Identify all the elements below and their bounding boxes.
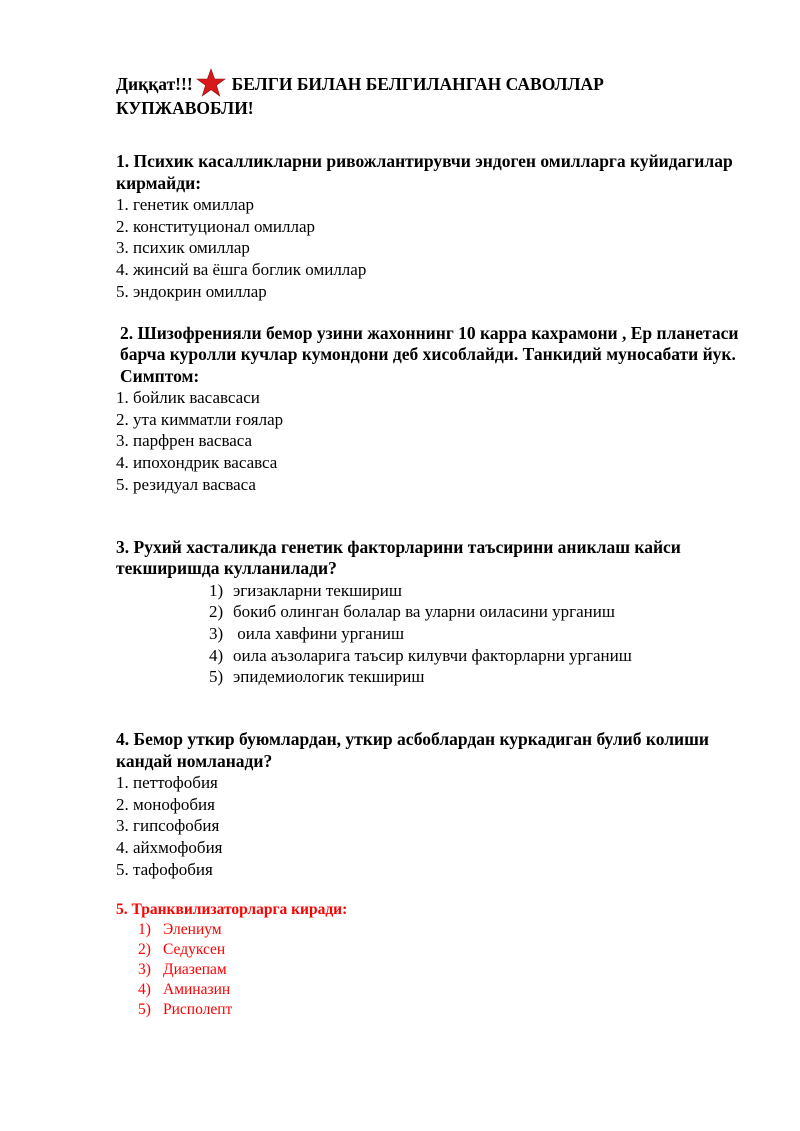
answer-option: 4. ипохондрик васавса: [116, 453, 278, 473]
question-text: 3. Рухий хасталикда генетик факторларини таъсирини аниклаш кайси текширишда кулланилади?: [116, 536, 681, 579]
answer-number: 4): [209, 645, 224, 665]
answer-number: 3): [209, 623, 224, 643]
answer-option: 5. эндокрин омиллар: [116, 281, 267, 301]
answer-option: 3. гипсофобия: [116, 816, 220, 836]
answer-number: 2): [209, 602, 224, 622]
answer-option: [116, 623, 756, 645]
answer-number: 1): [209, 580, 224, 600]
answer-number: 2): [138, 940, 151, 958]
question-text: 4. Бемор уткир буюмлардан, уткир асбоблардан куркадиган булиб колиши кандай номланади?: [116, 729, 710, 771]
answer-option: 1. петтофобия: [116, 773, 218, 793]
answer-text: оила аъзоларига таъсир килувчи факторларни урганиш: [233, 645, 632, 665]
answer-text: Диазепам: [163, 960, 227, 978]
answer-option: [116, 980, 756, 1000]
warning-header: [116, 68, 756, 118]
answer-text: эпидемиологик текшириш: [233, 667, 425, 687]
answer-option: 2. монофобия: [116, 794, 215, 814]
answer-option: [116, 601, 756, 623]
answer-text: Элениум: [163, 920, 222, 938]
answer-text: эгизакларни текшириш: [233, 580, 402, 600]
question-5: [116, 900, 756, 1020]
answer-option: 3. парфрен васваса: [116, 431, 253, 451]
question-4: [116, 729, 756, 881]
question-2: [116, 323, 756, 496]
answer-option: 4. айхмофобия: [116, 838, 223, 858]
answer-text: бокиб олинган болалар ва уларни оиласини урганиш: [233, 602, 615, 622]
answer-option: 2. ута кимматли ғоялар: [116, 409, 284, 429]
answer-text: Рисполепт: [163, 1000, 233, 1018]
answer-text: Седуксен: [163, 940, 226, 958]
answer-text: оила хавфини урганиш: [233, 623, 405, 643]
answer-option: 3. психик омиллар: [116, 238, 250, 258]
question-text: 5. Транквилизаторларга киради:: [116, 900, 348, 918]
star-icon: [196, 68, 226, 98]
answer-number: 1): [138, 920, 151, 938]
warning-line2: КУПЖАВОБЛИ!: [116, 98, 254, 118]
answer-number: 4): [138, 980, 151, 998]
answer-number: 3): [138, 960, 151, 978]
answer-option: [116, 960, 756, 980]
question-3: [116, 537, 756, 689]
answer-number: 5): [138, 1000, 151, 1018]
answer-option: 2. конституционал омиллар: [116, 216, 316, 236]
question-text: 1. Психик касалликларни ривожлантирувчи эндоген омилларга куйидагилар кирмайди:: [116, 151, 733, 193]
answer-option: [116, 666, 756, 688]
question-text: 2. Шизофренияли бемор узини жахоннинг 10 карра кахрамони , Ер планетаси барча куролли кучлар кумондони деб хисоблайди. Танкидий муносабати йук. Симптом:: [120, 322, 739, 386]
warning-line1: БЕЛГИ БИЛАН БЕЛГИЛАНГАН САВОЛЛАР: [231, 74, 604, 94]
answer-option: 1. генетик омиллар: [116, 195, 255, 214]
answer-text: Аминазин: [163, 980, 231, 998]
answer-option: [116, 940, 756, 960]
answer-option: 1. бойлик васавсаси: [116, 388, 260, 408]
answer-option: [116, 920, 756, 940]
warning-prefix: Диққат!!!: [116, 74, 193, 94]
answer-number: 5): [209, 667, 224, 687]
answer-option: [116, 645, 756, 667]
answer-option: 5. резидуал васваса: [116, 474, 256, 494]
answer-option: [116, 1000, 756, 1020]
answer-option: 4. жинсий ва ёшга боглик омиллар: [116, 260, 367, 280]
document-page: [116, 68, 756, 1020]
question-1: [116, 151, 756, 303]
answer-option: [116, 580, 756, 602]
answer-option: 5. тафофобия: [116, 859, 213, 879]
